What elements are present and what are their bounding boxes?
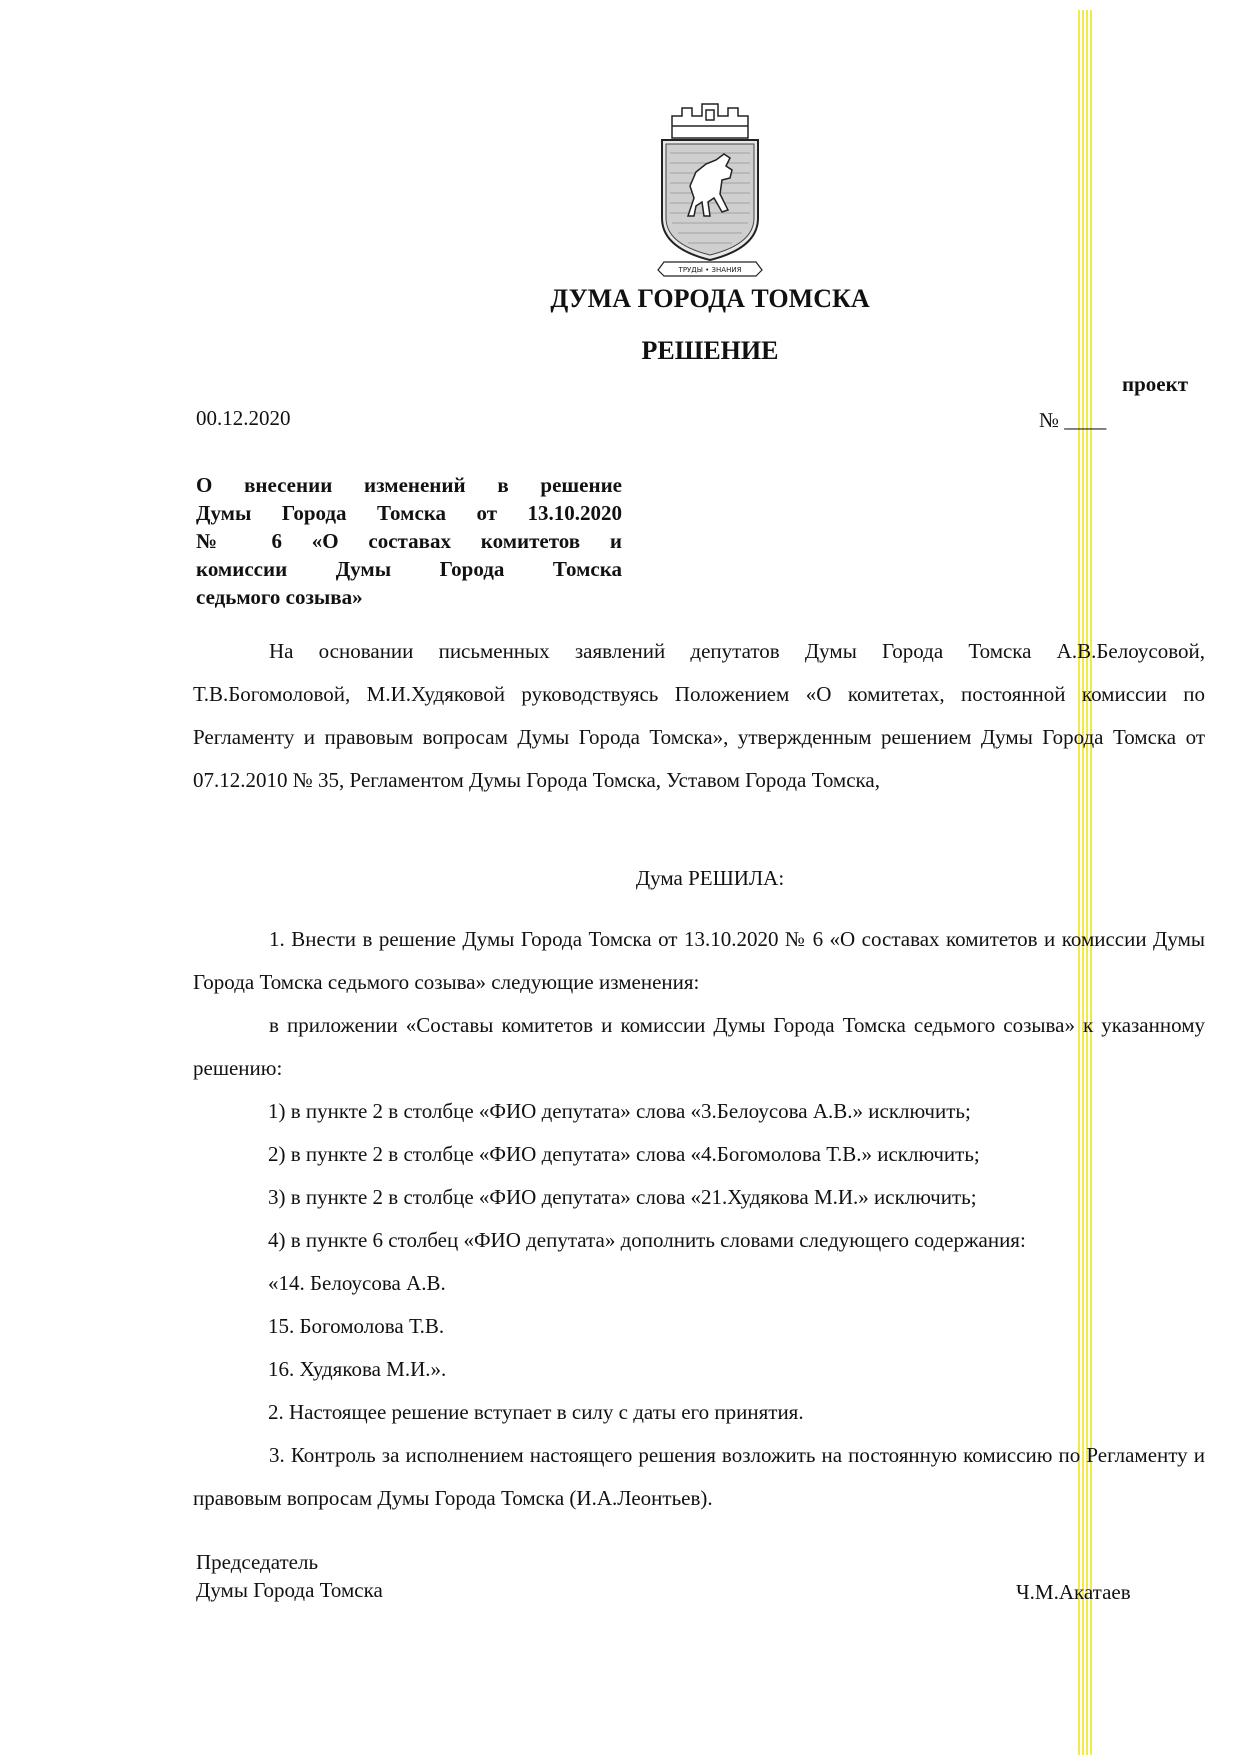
subject-line: № 6 «О составах комитетов и [196,529,622,553]
signature-title-line: Председатель [196,1550,319,1574]
item-1-paragraph: 1. Внести в решение Думы Города Томска от 13.10.2020 № 6 «О составах комитетов и комиссии Думы Города Томска седьмого созыва» следующие изменения: [193,927,1205,994]
signature-name: Ч.М.Акатаев [1016,1580,1131,1604]
list-item: 2. Настоящее решение вступает в силу с даты его принятия. [268,1400,804,1424]
doc-number: № ____ [1039,408,1107,432]
item-1-sub-paragraph: в приложении «Составы комитетов и комиссии Думы Города Томска седьмого созыва» к указанному решению: [193,1013,1205,1080]
tomsk-coat-of-arms [650,98,770,278]
resolved-heading: Дума РЕШИЛА: [635,866,785,890]
coat-motto: ТРУДЫ • ЗНАНИЯ [678,266,742,274]
list-item: 1) в пункте 2 в столбце «ФИО депутата» слова «3.Белоусова А.В.» исключить; [268,1099,971,1123]
signature-title [196,1548,383,1604]
list-item: 2) в пункте 2 в столбце «ФИО депутата» слова «4.Богомолова Т.В.» исключить; [268,1142,980,1166]
subject-heading [196,471,622,611]
list-item: «14. Белоусова А.В. [268,1271,446,1295]
list-item: 16. Худякова М.И.». [268,1357,447,1381]
list-item: 3) в пункте 2 в столбце «ФИО депутата» слова «21.Худякова М.И.» исключить; [268,1185,977,1209]
subject-line: О внесении изменений в решение [196,473,622,497]
doc-type-title: РЕШЕНИЕ [641,336,779,365]
doc-date: 00.12.2020 [196,406,291,430]
subject-line: седьмого созыва» [196,585,363,609]
preamble-paragraph: На основании письменных заявлений депутатов Думы Города Томска А.В.Белоусовой, Т.В.Богомоловой, М.И.Худяковой руководствуясь Положением «О комитетах, постоянной комиссии по Регламенту и правовым вопросам Думы Города Томска», утвержденным решением Думы Города Томска от 07.12.2010 № 35, Регламентом Думы Города Томска, Уставом Города Томска, [193,639,1205,792]
org-title: ДУМА ГОРОДА ТОМСКА [550,284,870,313]
subject-line: комиссии Думы Города Томска [196,557,622,581]
draft-status: проект [1122,372,1189,396]
item-3-paragraph: 3. Контроль за исполнением настоящего решения возложить на постоянную комиссию по Регламенту и правовым вопросам Думы Города Томска (И.А.Леонтьев). [193,1443,1205,1510]
list-item: 15. Богомолова Т.В. [268,1314,445,1338]
list-item: 4) в пункте 6 столбец «ФИО депутата» дополнить словами следующего содержания: [268,1228,1026,1252]
subject-line: Думы Города Томска от 13.10.2020 [196,501,622,525]
signature-title-line: Думы Города Томска [196,1578,383,1602]
